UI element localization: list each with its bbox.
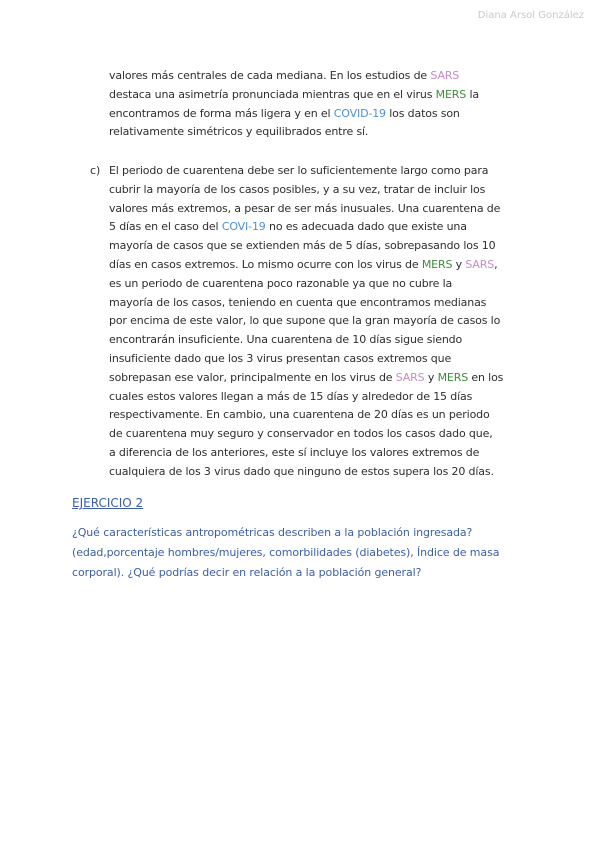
mers-label: MERS (421, 257, 453, 271)
text-line: (edad,porcentaje hombres/mujeres, comorbilidades (diabetes), Índice de masa (72, 546, 500, 559)
text-line: es un periodo de cuarentena poco razonable ya que no cubre la (109, 276, 453, 290)
text-line: mayoría de casos que se extienden más de 5 días, sobrepasando los 10 (109, 239, 496, 253)
text-span: días en casos extremos. Lo mismo ocurre con los virus de (109, 257, 422, 271)
covid-label: COVID-19 (333, 106, 386, 120)
exercise-2-question (72, 523, 542, 583)
mers-label: MERS (435, 87, 467, 101)
text-span: , (494, 257, 498, 271)
text-line: encontrarán insuficiente. Una cuarentena de 10 días sigue siendo (109, 333, 463, 347)
text-line: respectivamente. En cambio, una cuarentena de 20 días es un periodo (109, 408, 490, 422)
list-marker-c: c) (90, 164, 101, 177)
text-line: de cuarentena muy seguro y conservador en todos los casos dado que, (109, 427, 493, 441)
sars-label: SARS (430, 69, 460, 82)
text-line (109, 86, 529, 105)
text-line: valores más extremos, a pesar de ser más inusuales. Una cuarentena de (109, 201, 501, 215)
paragraph-quarantine (109, 162, 533, 482)
text-span: y (424, 370, 438, 384)
text-line: El periodo de cuarentena debe ser lo suficientemente largo como para (109, 164, 489, 177)
mers-label: MERS (437, 370, 469, 384)
text-line: corporal). ¿Qué podrías decir en relación a la población general? (72, 566, 422, 579)
covid-label: COVI-19 (221, 220, 266, 234)
text-line (109, 105, 529, 124)
text-line: cubrir la mayoría de los casos posibles, y a su vez, tratar de incluir los (109, 182, 486, 196)
text-span: destaca una asimetría pronunciada mientras que en el virus (109, 87, 436, 101)
text-span: sobrepasan ese valor, principalmente en los virus de (109, 370, 396, 384)
text-span: encontramos de forma más ligera y en el (109, 106, 334, 120)
paragraph-analysis-continued (109, 67, 529, 142)
exercise-2-heading: EJERCICIO 2 (72, 496, 144, 510)
text-span: 5 días en el caso del (109, 220, 222, 234)
text-line: cuales estos valores llegan a más de 15 días y alrededor de 15 días (109, 389, 473, 403)
text-span: y (452, 257, 466, 271)
text-span: la (466, 87, 479, 101)
sars-label: SARS (465, 257, 495, 271)
text-line: relativamente simétricos y equilibrados entre sí. (109, 125, 369, 139)
text-span: no es adecuada dado que existe una (265, 220, 467, 234)
text-line: ¿Qué características antropométricas describen a la población ingresada? (72, 526, 473, 539)
text-line: cualquiera de los 3 virus dado que ninguno de estos supera los 20 días. (109, 464, 494, 478)
text-span: los datos son (385, 106, 460, 120)
text-line: por encima de este valor, lo que supone que la gran mayoría de casos lo (109, 314, 501, 328)
text-line (109, 218, 533, 237)
sars-label: SARS (395, 370, 425, 384)
text-line: insuficiente dado que los 3 virus presentan casos extremos que (109, 351, 452, 365)
text-span: valores más centrales de cada mediana. En los estudios de (109, 69, 431, 82)
text-line: mayoría de los casos, teniendo en cuenta que encontramos medianas (109, 295, 487, 309)
text-line: a diferencia de los anteriores, este sí incluye los valores extremos de (109, 445, 480, 459)
text-span: en los (468, 370, 504, 384)
text-line (109, 256, 533, 275)
text-line (109, 67, 529, 86)
author-name: Diana Arsol González (477, 10, 584, 21)
text-line (109, 369, 533, 388)
